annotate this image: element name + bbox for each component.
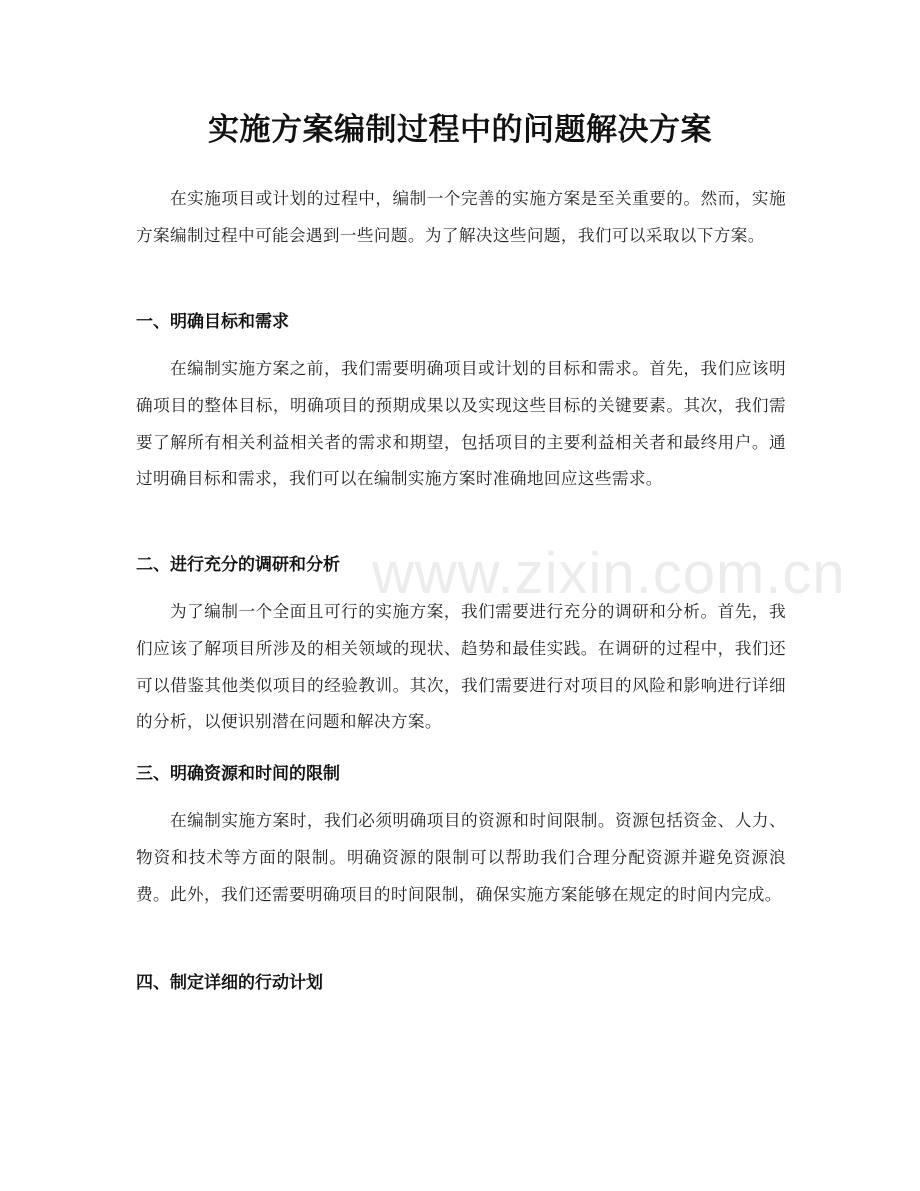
- section-3-heading: 三、明确资源和时间的限制: [136, 764, 340, 784]
- watermark: www.zixin.com.cn: [372, 541, 846, 606]
- document-title: 实施方案编制过程中的问题解决方案: [208, 112, 712, 148]
- section-3-body: 在编制实施方案时，我们必须明确项目的资源和时间限制。资源包括资金、人力、物资和技术等方面的限制。明确资源的限制可以帮助我们合理分配资源并避免资源浪费。此外，我们还需要明确项目的时间限制，确保实施方案能够在规定的时间内完成。: [136, 811, 786, 904]
- section-1-heading: 一、明确目标和需求: [136, 312, 289, 332]
- intro-paragraph: 在实施项目或计划的过程中，编制一个完善的实施方案是至关重要的。然而，实施方案编制过程中可能会遇到一些问题。为了解决这些问题，我们可以采取以下方案。: [136, 189, 786, 245]
- section-1-body: 在编制实施方案之前，我们需要明确项目或计划的目标和需求。首先，我们应该明确项目的整体目标，明确项目的预期成果以及实现这些目标的关键要素。其次，我们需要了解所有相关利益相关者的需求和期望，包括项目的主要利益相关者和最终用户。通过明确目标和需求，我们可以在编制实施方案时准确地回应这些需求。: [136, 359, 786, 489]
- section-2-heading: 二、进行充分的调研和分析: [136, 555, 340, 575]
- section-4-heading: 四、制定详细的行动计划: [136, 973, 323, 993]
- section-2-body: 为了编制一个全面且可行的实施方案，我们需要进行充分的调研和分析。首先，我们应该了解项目所涉及的相关领域的现状、趋势和最佳实践。在调研的过程中，我们还可以借鉴其他类似项目的经验教训。其次，我们需要进行对项目的风险和影响进行详细的分析，以便识别潜在问题和解决方案。: [136, 602, 786, 732]
